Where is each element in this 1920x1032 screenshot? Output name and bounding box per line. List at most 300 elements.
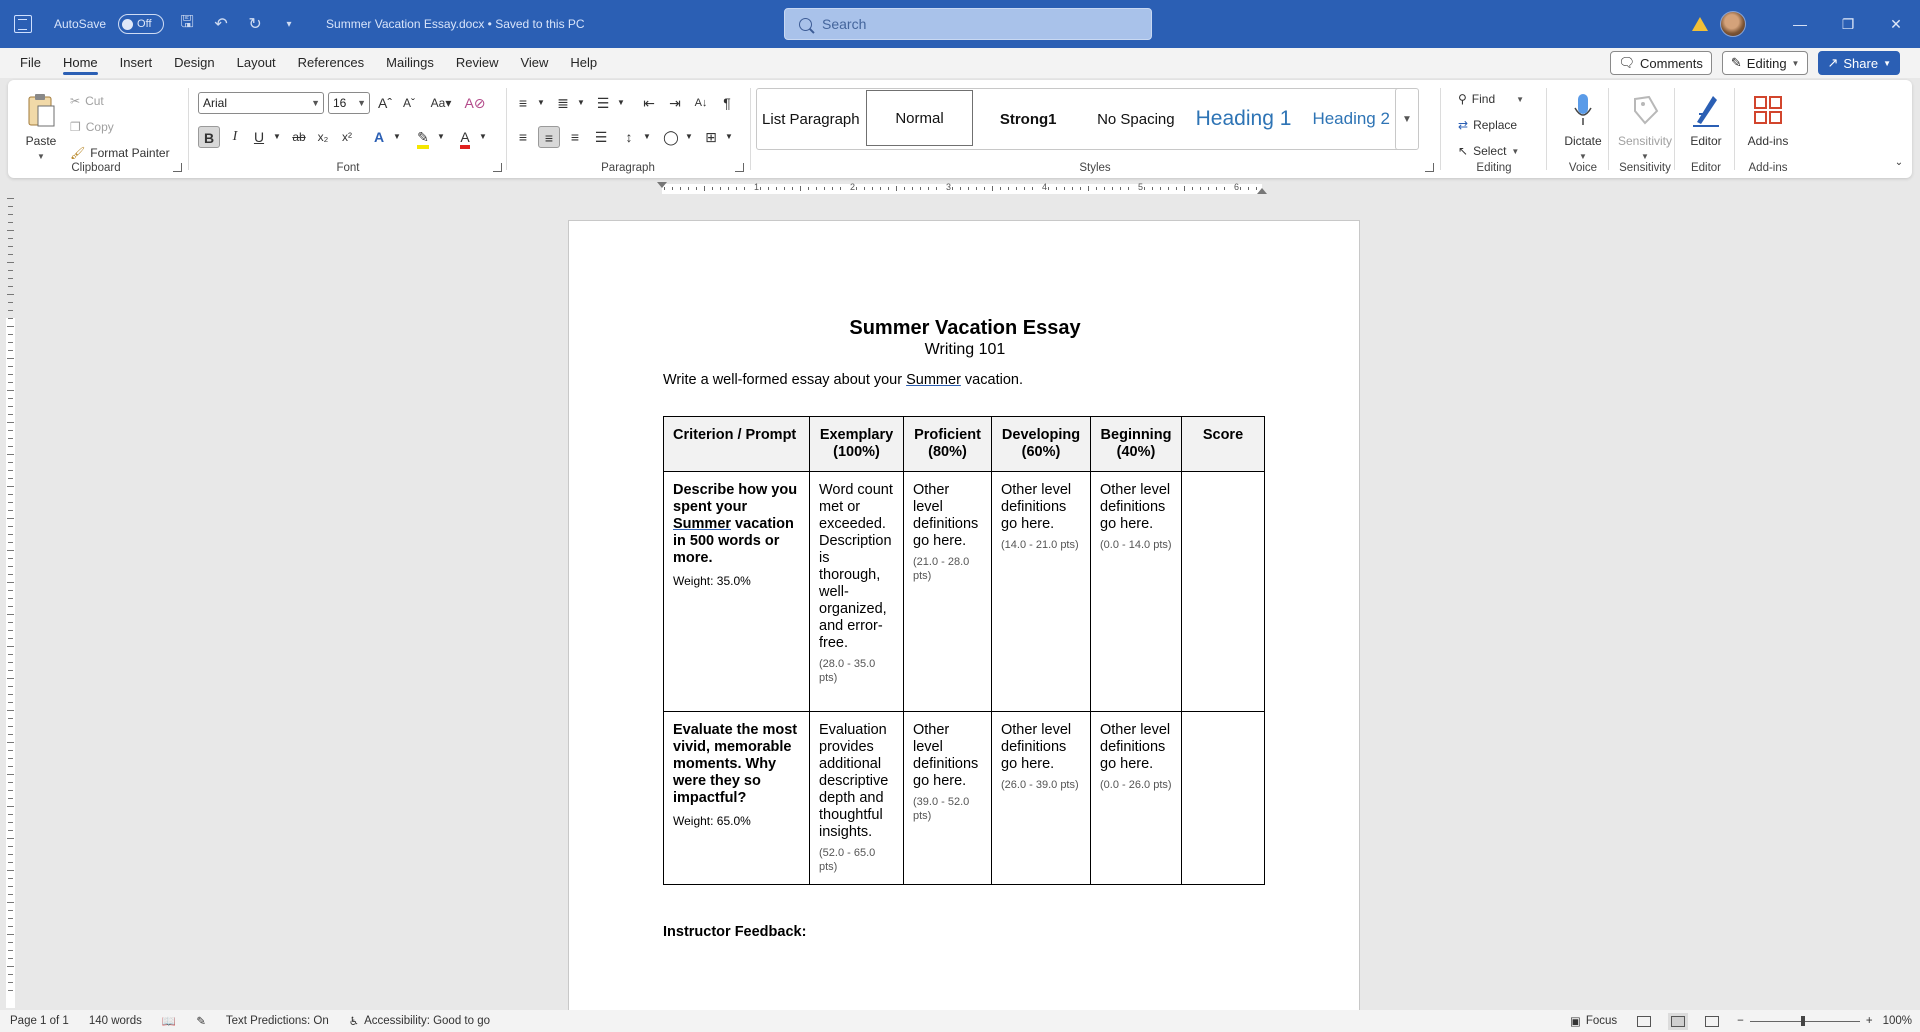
level-description: Other level definitions go here. (1001, 482, 1072, 532)
chevron-down-icon[interactable]: ▼ (617, 98, 625, 107)
underline-button[interactable]: U (253, 129, 265, 145)
dictate-label: Dictate (1564, 134, 1602, 148)
ruler-tick (7, 966, 14, 967)
search-input[interactable] (822, 16, 1122, 32)
editor-pen-icon (1676, 90, 1736, 130)
ruler-tick (8, 918, 13, 919)
horizontal-ruler[interactable] (564, 182, 1360, 196)
ruler-tick (8, 470, 13, 471)
criterion-flagged-word[interactable]: Summer (673, 516, 732, 532)
avatar[interactable] (1720, 11, 1746, 37)
right-indent-marker-icon[interactable] (1257, 188, 1267, 194)
editor-button[interactable] (1676, 90, 1736, 148)
table-header[interactable]: Exemplary (100%) (810, 417, 904, 472)
addins-group (1736, 84, 1800, 176)
ruler-tick (688, 187, 689, 190)
editing-mode-button[interactable] (1722, 51, 1809, 75)
cut-label: Cut (85, 94, 104, 108)
ruler-tick (8, 414, 13, 415)
ruler-tick (1184, 186, 1185, 191)
increase-indent-icon[interactable]: ⇥ (669, 95, 681, 111)
ruler-tick (736, 187, 737, 190)
search-icon (799, 18, 812, 31)
zoom-slider[interactable] (1750, 1021, 1860, 1022)
shading-icon[interactable]: ◯ (663, 129, 679, 145)
justify-icon[interactable]: ☰ (594, 129, 608, 145)
chevron-down-icon[interactable]: ▼ (479, 132, 487, 141)
ruler-tick (8, 718, 13, 719)
numbering-icon[interactable]: ≣ (557, 95, 569, 111)
decrease-indent-icon[interactable]: ⇤ (643, 95, 655, 111)
group-divider (1546, 88, 1547, 170)
document-heading[interactable]: Summer Vacation Essay (849, 317, 1081, 339)
ruler-tick (1112, 187, 1113, 190)
share-icon: ↗ (1827, 55, 1839, 70)
ruler-number: 6 (1234, 182, 1240, 192)
ruler-tick (8, 758, 13, 759)
page-count[interactable]: Page 1 of 1 (10, 1015, 69, 1027)
copy-button[interactable] (70, 120, 114, 134)
ruler-tick (7, 934, 14, 935)
ruler-tick (8, 990, 13, 991)
chevron-down-icon[interactable]: ▼ (685, 132, 693, 141)
level-description: Other level definitions go here. (1001, 722, 1072, 772)
print-layout-icon[interactable] (1671, 1016, 1685, 1027)
ruler-number: 3 (946, 182, 952, 192)
ruler-tick (720, 187, 721, 190)
zoom-slider-thumb[interactable] (1801, 1016, 1805, 1026)
ruler-tick (928, 187, 929, 190)
zoom-in-icon[interactable]: + (1865, 1015, 1873, 1027)
ruler-number: 2 (850, 182, 856, 192)
ruler-tick (904, 187, 905, 190)
dictate-button[interactable] (1553, 90, 1613, 162)
ruler-track (662, 184, 1262, 194)
ruler-tick (8, 798, 13, 799)
format-painter-label: Format Painter (90, 146, 170, 160)
ruler-tick (8, 342, 13, 343)
paragraph-launcher-icon[interactable] (735, 163, 744, 172)
sort-icon[interactable]: A↓ (694, 97, 708, 109)
chevron-down-icon: ▼ (1883, 58, 1891, 68)
ruler-tick (1064, 187, 1065, 190)
pencil-icon: ✎ (1730, 55, 1742, 70)
level-description: Other level definitions go here. (913, 482, 979, 549)
proficient-cell[interactable] (904, 472, 992, 712)
table-header[interactable]: Developing (60%) (992, 417, 1091, 472)
level-points: (14.0 - 21.0 pts) (1001, 539, 1079, 551)
close-button[interactable]: ✕ (1890, 15, 1902, 32)
ruler-tick (776, 187, 777, 190)
bold-button[interactable]: B (198, 126, 220, 148)
borders-icon[interactable]: ⊞ (705, 129, 717, 145)
ruler-tick (1208, 187, 1209, 190)
accessibility-icon: ♿ (348, 1016, 360, 1028)
document-subtitle[interactable]: Writing 101 (924, 341, 1006, 358)
cut-button[interactable] (70, 94, 104, 108)
ruler-tick (8, 222, 13, 223)
ruler-tick (1160, 187, 1161, 190)
ruler-tick (792, 187, 793, 190)
read-mode-icon[interactable] (1637, 1016, 1651, 1027)
ruler-tick (856, 187, 857, 190)
minimize-button[interactable]: — (1793, 16, 1807, 32)
ruler-tick (8, 598, 13, 599)
change-case-icon[interactable]: Aa▾ (430, 96, 452, 110)
ruler-tick (968, 187, 969, 190)
sensitivity-button[interactable] (1615, 90, 1675, 162)
criterion-cell[interactable] (664, 472, 810, 712)
developing-cell[interactable] (992, 712, 1091, 885)
sensitivity-tag-icon (1615, 90, 1675, 130)
ruler-tick (1168, 187, 1169, 190)
scissors-icon: ✂ (70, 94, 81, 108)
ruler-tick (7, 710, 14, 711)
align-center-icon[interactable]: ≡ (538, 126, 560, 148)
ruler-tick (8, 246, 13, 247)
ruler-tick (680, 187, 681, 190)
rubric-table[interactable] (663, 416, 1265, 885)
criterion-cell[interactable] (664, 712, 810, 885)
grow-font-icon[interactable]: Aˆ (378, 95, 392, 111)
ruler-tick (1056, 187, 1057, 190)
copy-label: Copy (85, 120, 114, 134)
ruler-tick (8, 406, 13, 407)
font-color-icon[interactable]: A (454, 126, 476, 148)
ruler-tick (8, 606, 13, 607)
style-normal[interactable]: Normal (866, 90, 974, 146)
replace-button[interactable] (1458, 118, 1517, 132)
exemplary-cell[interactable] (810, 472, 904, 712)
ruler-tick (1240, 187, 1241, 190)
table-header[interactable]: Criterion / Prompt (664, 417, 810, 472)
intro-paragraph[interactable] (663, 372, 1023, 388)
style-heading-1[interactable]: Heading 1 (1195, 107, 1292, 130)
ruler-tick (728, 187, 729, 190)
ruler-tick (8, 542, 13, 543)
cursor-icon: ↖ (1458, 144, 1469, 158)
font-launcher-icon[interactable] (493, 163, 502, 172)
chevron-down-icon[interactable]: ▼ (273, 132, 281, 141)
ruler-tick (8, 782, 13, 783)
ruler-tick (8, 750, 13, 751)
font-family-value: Arial (203, 96, 228, 110)
tab-review[interactable]: Review (455, 55, 499, 70)
ruler-tick (8, 566, 13, 567)
microphone-icon (1553, 90, 1613, 130)
group-divider (1440, 88, 1441, 170)
search-box[interactable] (784, 8, 1152, 40)
paragraph-group-label: Paragraph (601, 162, 655, 174)
ruler-tick (8, 638, 13, 639)
ruler-tick (864, 187, 865, 190)
ruler-tick (8, 670, 13, 671)
ruler-tick (8, 310, 13, 311)
tab-help[interactable]: Help (570, 55, 598, 70)
tab-references[interactable]: References (297, 55, 365, 70)
comments-button[interactable] (1610, 51, 1712, 75)
editing-group (1444, 84, 1544, 176)
title-bar (0, 0, 1920, 48)
ruler-tick (1104, 187, 1105, 190)
word-count[interactable]: 140 words (88, 1015, 142, 1027)
ruler-number: 5 (1138, 182, 1144, 192)
replace-icon: ⇄ (1458, 118, 1469, 132)
focus-button[interactable] (1570, 1014, 1617, 1028)
save-icon[interactable]: 🖫 (180, 13, 194, 31)
paste-label: Paste (25, 134, 57, 148)
sensitivity-label: Sensitivity (1617, 134, 1673, 148)
indent-marker-icon[interactable] (657, 182, 667, 188)
level-description: Evaluation provides additional descriptive depth and thoughtful insights. (819, 722, 889, 840)
word-app-icon (14, 15, 32, 33)
restore-button[interactable]: ❐ (1841, 15, 1855, 32)
ruler-tick (7, 582, 14, 583)
group-divider (1608, 88, 1609, 170)
autosave-toggle[interactable] (118, 14, 164, 34)
tab-view[interactable]: View (520, 55, 549, 70)
ruler-tick (8, 830, 13, 831)
ruler-tick (1128, 187, 1129, 190)
ruler-tick (744, 187, 745, 190)
tab-file[interactable]: File (20, 55, 41, 70)
level-description: Other level definitions go here. (913, 722, 979, 789)
ruler-tick (8, 334, 13, 335)
ruler-tick (888, 187, 889, 190)
zoom-level[interactable]: 100% (1882, 1015, 1912, 1027)
score-cell[interactable] (1182, 712, 1265, 885)
ruler-tick (712, 187, 713, 190)
ruler-tick (1048, 187, 1049, 190)
chevron-down-icon[interactable]: ▼ (437, 132, 445, 141)
ruler-tick (8, 398, 13, 399)
document-title[interactable]: Summer Vacation Essay.docx • Saved to this PC (326, 17, 585, 31)
ruler-tick (1216, 187, 1217, 190)
font-family-select[interactable] (198, 92, 324, 114)
ruler-tick (840, 187, 841, 190)
editor-label: Editor (1690, 134, 1722, 148)
criterion-text: Evaluate the most vivid, memorable moments. Why were they so impactful? (673, 722, 798, 806)
ruler-tick (1016, 187, 1017, 190)
shrink-font-icon[interactable]: Aˇ (403, 96, 415, 110)
multilevel-list-icon[interactable]: ☰ (596, 95, 610, 111)
ruler-tick (976, 187, 977, 190)
undo-icon[interactable]: ↶ (214, 16, 228, 33)
ruler-tick (7, 838, 14, 839)
ruler-tick (7, 550, 14, 551)
ruler-tick (7, 774, 14, 775)
ruler-tick (8, 878, 13, 879)
ruler-tick (8, 478, 13, 479)
ruler-tick (800, 186, 801, 191)
bullets-icon[interactable]: ≡ (518, 95, 528, 111)
font-size-value: 16 (333, 96, 347, 110)
show-formatting-icon[interactable]: ¶ (723, 95, 731, 111)
font-group-label: Font (336, 162, 360, 174)
chevron-down-icon: ▼ (1641, 152, 1649, 161)
chevron-down-icon[interactable]: ▼ (537, 98, 545, 107)
group-divider (188, 88, 189, 170)
strikethrough-button[interactable]: ab (292, 130, 306, 144)
level-points: (21.0 - 28.0 pts) (913, 556, 970, 582)
ruler-tick (7, 518, 14, 519)
group-divider (506, 88, 507, 170)
styles-launcher-icon[interactable] (1425, 163, 1434, 172)
customize-toolbar-icon[interactable]: ▾ (286, 18, 292, 30)
ruler-tick (7, 454, 14, 455)
tab-mailings[interactable]: Mailings (386, 55, 434, 70)
ruler-tick (8, 846, 13, 847)
ruler-tick (8, 766, 13, 767)
chevron-down-icon[interactable]: ▼ (393, 132, 401, 141)
ruler-tick (880, 187, 881, 190)
ribbon-tabs (0, 48, 1920, 78)
redo-icon[interactable]: ↻ (248, 16, 262, 33)
table-header[interactable]: Beginning (40%) (1091, 417, 1182, 472)
superscript-button[interactable]: x² (342, 130, 352, 144)
ruler-tick (8, 206, 13, 207)
font-group (192, 84, 504, 176)
ruler-tick (1000, 187, 1001, 190)
align-left-icon[interactable]: ≡ (518, 129, 528, 145)
chevron-down-icon: ▼ (357, 98, 366, 108)
group-divider (750, 88, 751, 170)
addins-group-label: Add-ins (1748, 162, 1788, 174)
ruler-tick (8, 278, 13, 279)
tab-insert[interactable]: Insert (119, 55, 153, 70)
addins-grid-icon (1738, 90, 1798, 130)
ruler-tick (8, 814, 13, 815)
zoom-out-icon[interactable]: − (1737, 1015, 1744, 1027)
style-heading-2[interactable]: Heading 2 (1312, 109, 1390, 128)
ruler-tick (920, 187, 921, 190)
ruler-tick (8, 854, 13, 855)
vertical-ruler[interactable] (0, 188, 20, 1008)
paste-button[interactable] (16, 90, 66, 162)
ruler-tick (816, 187, 817, 190)
proofing-icon[interactable]: 📖 (161, 1016, 177, 1028)
style-no-spacing[interactable]: No Spacing (1097, 110, 1175, 128)
developing-cell[interactable] (992, 472, 1091, 712)
styles-more-icon[interactable]: ▼ (1395, 88, 1419, 150)
ruler-tick (8, 974, 13, 975)
level-points: (26.0 - 39.0 pts) (1001, 779, 1079, 791)
table-header[interactable]: Proficient (80%) (904, 417, 992, 472)
style-list-paragraph[interactable]: List Paragraph (762, 110, 860, 128)
ruler-tick (1224, 187, 1225, 190)
table-header[interactable]: Score (1182, 417, 1265, 472)
ruler-tick (8, 366, 13, 367)
tab-home[interactable]: Home (52, 48, 109, 78)
ruler-tick (784, 187, 785, 190)
ruler-tick (1248, 187, 1249, 190)
collapse-ribbon-icon[interactable]: ⌄ (1894, 157, 1904, 168)
text-predictions-status[interactable]: Text Predictions: On (225, 1015, 329, 1027)
chevron-down-icon: ▼ (1791, 58, 1800, 68)
tab-design[interactable]: Design (174, 55, 215, 70)
clipboard-icon (16, 90, 66, 130)
document-page[interactable] (568, 220, 1360, 1012)
ruler-tick (8, 462, 13, 463)
select-button[interactable] (1458, 144, 1519, 158)
ruler-tick (1152, 187, 1153, 190)
style-strong1[interactable]: Strong1 (999, 110, 1057, 128)
find-button[interactable] (1458, 92, 1524, 106)
criterion-text-part: vacation in 500 words or more. (673, 516, 794, 566)
addins-button[interactable] (1738, 90, 1798, 148)
accessibility-status[interactable] (349, 1014, 490, 1028)
font-size-select[interactable] (328, 92, 370, 114)
chevron-down-icon: ▼ (311, 98, 320, 108)
level-points: (52.0 - 65.0 pts) (819, 847, 876, 873)
toggle-knob-icon (122, 19, 133, 30)
ruler-tick (8, 374, 13, 375)
instructor-feedback-label[interactable]: Instructor Feedback: (663, 924, 807, 940)
ruler-tick (8, 662, 13, 663)
criterion-weight: Weight: 35.0% (673, 574, 751, 588)
ruler-tick (8, 862, 13, 863)
ruler-tick (7, 902, 14, 903)
clipboard-launcher-icon[interactable] (173, 163, 182, 172)
editing-label: Editing (1746, 55, 1787, 71)
web-layout-icon[interactable] (1705, 1016, 1719, 1027)
beginning-cell[interactable] (1091, 472, 1182, 712)
intro-flagged-word[interactable]: Summer (906, 372, 961, 388)
text-effects-icon[interactable]: A (373, 129, 385, 145)
ruler-tick (1024, 187, 1025, 190)
ruler-tick (8, 430, 13, 431)
ruler-tick (7, 262, 14, 263)
ruler-tick (1096, 187, 1097, 190)
score-cell[interactable] (1182, 472, 1265, 712)
align-right-icon[interactable]: ≡ (570, 129, 580, 145)
tab-layout[interactable]: Layout (236, 55, 276, 70)
styles-group (754, 84, 1436, 176)
track-changes-icon[interactable]: ✎ (196, 1016, 206, 1028)
beginning-cell[interactable] (1091, 712, 1182, 885)
level-points: (28.0 - 35.0 pts) (819, 658, 876, 684)
chevron-down-icon[interactable]: ▼ (725, 132, 733, 141)
intro-text: Write a well-formed essay about your (663, 372, 907, 388)
ruler-tick (1088, 186, 1089, 191)
subscript-button[interactable]: x₂ (317, 130, 329, 144)
clear-formatting-icon[interactable]: A⊘ (464, 95, 486, 111)
select-label: Select (1473, 144, 1507, 158)
ruler-tick (8, 886, 13, 887)
focus-icon: ▣ (1569, 1016, 1581, 1028)
level-description: Other level definitions go here. (1100, 722, 1171, 772)
chevron-down-icon[interactable]: ▼ (577, 98, 585, 107)
format-painter-button[interactable] (70, 146, 170, 160)
share-button[interactable] (1818, 51, 1900, 75)
replace-label: Replace (1473, 118, 1518, 132)
ruler-tick (832, 187, 833, 190)
chevron-down-icon: ▼ (1516, 94, 1525, 104)
highlight-icon[interactable]: ✎ (412, 126, 434, 148)
ruler-tick (7, 742, 14, 743)
chevron-down-icon[interactable]: ▼ (643, 132, 651, 141)
ruler-tick (1256, 187, 1257, 190)
italic-button[interactable]: I (232, 129, 238, 144)
paragraph-group (510, 84, 746, 176)
level-points: (39.0 - 52.0 pts) (913, 796, 970, 822)
ruler-tick (7, 870, 14, 871)
warning-icon[interactable] (1692, 17, 1708, 31)
exemplary-cell[interactable] (810, 712, 904, 885)
clipboard-group-label: Clipboard (71, 162, 121, 174)
proficient-cell[interactable] (904, 712, 992, 885)
line-spacing-icon[interactable]: ↕ (625, 129, 633, 145)
